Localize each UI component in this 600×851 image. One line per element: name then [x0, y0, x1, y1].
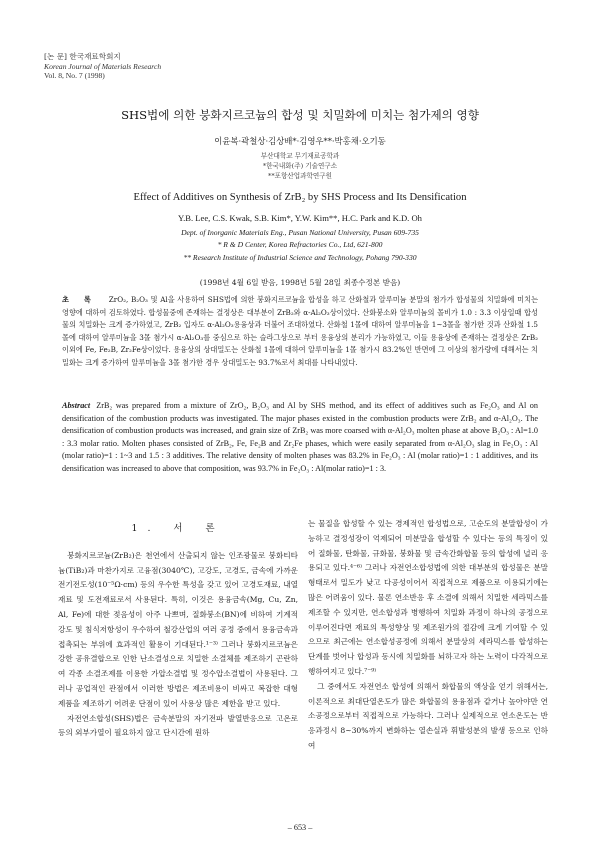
journal-line-1: [논 문] 한국재료학회지 [44, 52, 121, 61]
affiliation-en-2: * R & D Center, Korea Refractories Co., Ltd, 621-800 [217, 240, 383, 250]
title-korean: SHS법에 의한 붕화지르코늄의 합성 및 치밀화에 미치는 첨가제의 영향 [121, 108, 479, 122]
abstract-english-text: ZrB₂ was prepared from a mixture of ZrO₂, B₂O₃ and Al by SHS method, and its effect of additives such as Fe₂O₃ and Al on densification of the combustion products was investigated. The major phases existed in the combustion products were ZrB₂ and α-Al₂O₃. The densification of combustion products was increased, and grain size of ZrB₂ was more coarsed with α-Al₂O₃ molten phase at above B₂O₃ : Al=1.0 : 3.3 molar ratio. Molten phases consisted of ZrB₂, Fe, Fe₂B and Zr₂Fe phases, which were easily separated from α-Al₂O₃ slag in Fe₂O₃ : Al (molar ratio)=1 : 1~3 and 1.5 : 3 additives. The relative density of molten phases was 83.2% in Fe₂O₃ : Al (molar ratio)=1 : 1 additives, and its densification was increased to above that composition, was 93.7% in Fe₂O₃ : Al(molar ratio)=1 : 3. [62, 401, 538, 473]
body-column-left [58, 522, 298, 741]
authors-korean: 이윤복·곽철상·김상배*·김영우**·박홍채·오기동 [214, 136, 386, 146]
affiliations-korean [0, 151, 600, 182]
section-heading-introduction: 1. 서 론 [131, 523, 225, 534]
affiliation-kr-1: 부산대학교 무기재료공학과 [260, 152, 340, 160]
body-paragraph: 그 중에서도 자전연소 합성에 의해서 화합물의 액상을 얻기 위해서는, 이론적으로 최대단열온도가 많은 화합물의 용융점과 같거나 높아야만 연소공정으로부터 직접적으로 가능하다. 그러나 실제적으로 연소온도는 반응과정시 8~30%까지 변화하는 열손실과 휘발성분의 발생 등으로 인하여 [308, 681, 548, 750]
affiliation-kr-3: **포항산업과학연구원 [268, 172, 332, 181]
abstract-korean [62, 294, 538, 370]
abstract-english [62, 400, 538, 475]
journal-line-3: Vol. 8, No. 7 (1998) [44, 71, 105, 81]
journal-header [44, 52, 161, 81]
affiliation-en-3: ** Research Institute of Industrial Science and Technology, Pohang 790-330 [183, 252, 417, 262]
affiliation-kr-2: *한국내화(주) 기술연구소 [262, 162, 338, 171]
affiliations-english [0, 227, 600, 264]
authors-english: Y.B. Lee, C.S. Kwak, S.B. Kim*, Y.W. Kim**, H.C. Park and K.D. Oh [178, 213, 422, 223]
abstract-korean-text: ZrO₂, B₂O₃ 및 Al을 사용하여 SHS법에 의한 붕화지르코늄을 합성을 하고 산화철과 알루미늄 분말의 첨가가 합성물의 치밀화에 미치는 영향에 대하여 검토하였다. 합성물중에 존재하는 결정상은 대부분이 ZrB₂와 α-Al₂O₃상이었다. 산화붕소와 알루미늄의 몰비가 1.0 : 3.3 이상일때 합성물의 치밀화는 크게 증가하였고, ZrB₂ 입자도 α-Al₂O₃용융상과 더불어 조대하였다. 산화철 1몰에 대하여 알루미늄을 1~3몰을 첨가한 것과 산화철 1.5몰에 대하여 알루미늄을 3몰 첨가시 α-Al₂O₃를 중심으로 하는 슬라그상으로 부터 용융상의 분리가 가능하였고, 이들 용융상에 존재하는 결정상은 ZrB₂이외에 Fe, Fe₂B, Zr₂Fe상이었다. 용융상의 상대밀도는 산화철 1몰에 대하여 알루미늄을 1몰 첨가시 83.2%인 반면에 그 이상의 첨가량에 대해서는 치밀화는 크게 증가하여 알루미늄을 3몰 첨가한 경우 상대밀도는 93.7%로서 최대를 나타내었다. [62, 295, 539, 367]
affiliation-en-1: Dept. of Inorganic Materials Eng., Pusan National University, Pusan 609-735 [181, 228, 419, 237]
abstract-english-label: Abstract [62, 401, 91, 410]
body-column-right [308, 517, 548, 754]
body-paragraph: 붕화지르코늄(ZrB₂)은 천연에서 산출되지 않는 인조광물로 붕화티타늄(TiB₂)과 마찬가지로 고융점(3040℃), 고강도, 고경도, 금속에 가까운 전기전도성(10⁻⁵Ω·cm) 등의 우수한 특성을 갖고 있어 고경도재료, 내열재료 및 도전재료로서 사용된다. 특히, 이것은 용융금속(Mg, Cu, Zn, Al, Fe)에 대한 젖음성이 아주 나쁘며, 질화붕소(BN)에 비하여 기계적 강도 및 침식저항성이 우수하여 철강산업의 여러 공정 중에서 용융금속과 접촉되는 부위에 효과적인 활용이 기대된다.¹⁻³⁾ 그러나 붕화지르코늄은 강한 공유결합으로 인한 난소결성으로 치밀한 소결체를 제조하기 곤란하여 각종 소결조제를 이용한 가압소결법 및 정수압소결법이 사용된다. 그러나 공업적인 관점에서 이러한 방법은 제조비용이 비싸고 복잡한 대형 제품을 제조하기 어려운 단점이 있어 사용상 많은 제한을 받고 있다. [58, 550, 298, 708]
body-paragraph: 는 물질을 합성할 수 있는 경제적인 합성법으로, 고순도의 분말합성이 가능하고 결정성장이 억제되어 미분말을 합성할 수 있다는 등의 특징이 있어 질화물, 탄화물, 규화물, 붕화물 및 금속간화합물 등의 합성에 널리 응용되고 있다.⁴⁻⁶⁾ 그러나 자전연소합성법에 의한 대부분의 합성물은 분말형태로서 밀도가 낮고 다공성이어서 직접적으로 제품으로 이용되기에는 많은 어려움이 있다. 물론 연소반응 후 소결에 의해서 치밀한 세라믹스를 제조할 수 있지만, 연소합성과 병행하여 치밀화 과정이 하나의 공정으로 이루어진다면 재료의 특성향상 및 제조원가의 절감에 크게 기여할 수 있으므로 최근에는 연소합성공정에 의해서 분말상의 세라믹스를 합성하는 단계를 벗어나 합성과 동시에 치밀화를 뇌하고자 하는 노력이 다각적으로 행하여지고 있다.⁷⁻⁹⁾ [308, 519, 548, 676]
journal-line-2: Korean Journal of Materials Research [44, 61, 162, 71]
page-number: – 653 – [287, 823, 313, 832]
title-english: Effect of Additives on Synthesis of ZrB₂ by SHS Process and Its Densification [133, 192, 467, 203]
body-paragraph: 자전연소합성(SHS)법은 금속분말의 자기전파 발열반응으로 고온로 등의 외부가열이 필요하지 않고 단시간에 원하 [58, 713, 298, 738]
received-date: (1998년 4월 6일 받음, 1998년 5월 28일 최종수정본 받음) [199, 278, 401, 287]
abstract-korean-label: 초 록 [62, 295, 97, 304]
